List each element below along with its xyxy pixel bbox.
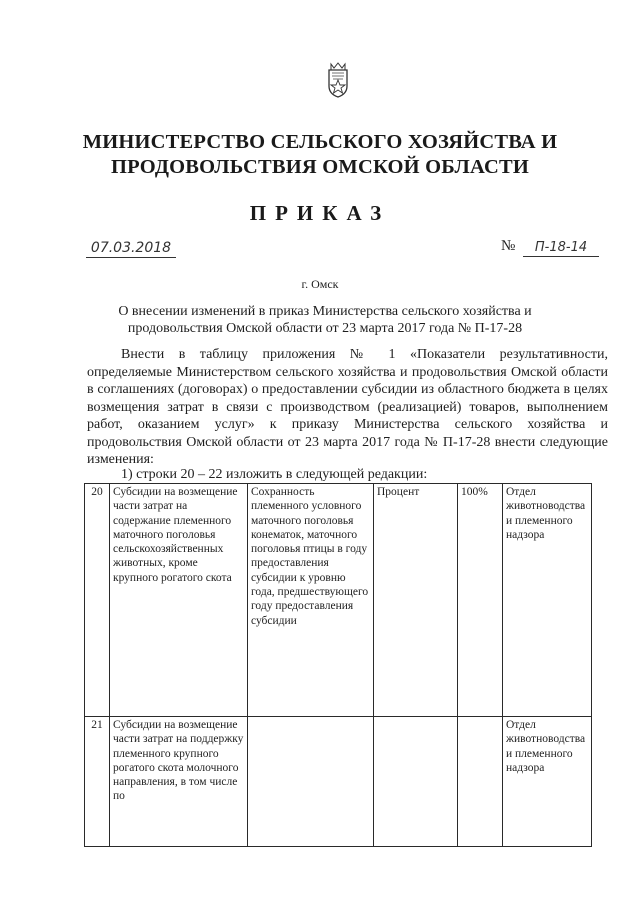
table-row	[85, 484, 592, 717]
body-text	[87, 346, 608, 469]
subsidy-cell: Субсидии на возмещение части затрат на поддержку племенного крупного рогатого скота молочного направления, в том числе по	[110, 717, 248, 847]
ministry-name	[60, 130, 580, 180]
document-type-title: ПРИКАЗ	[249, 201, 391, 225]
row-number: 20	[85, 484, 110, 717]
body-paragraph: Внести в таблицу приложения № 1 «Показатели результативности, определяемые Министерством сельского хозяйства и продовольствия Омской области в соглашениях (договорах) о предоставлении субсидии из областного бюджета в целях возмещения затрат в связи с производством (реализацией) товаров, выполнением работ, оказанием услуг» к приказу Министерства сельского хозяйства и продовольствия Омской области от 23 марта 2017 года № П-17-28 внести следующие изменения:	[87, 347, 608, 467]
order-number-block	[501, 238, 611, 258]
order-number: П-18-14	[523, 239, 599, 257]
value-cell: 100%	[458, 484, 503, 717]
subsidy-cell: Субсидии на возмещение части затрат на содержание племенного маточного поголовья сельскохозяйственных животных, кроме крупного рогатого скота	[110, 484, 248, 717]
department-cell: Отдел животноводства и племенного надзора	[503, 484, 592, 717]
order-date: 07.03.2018	[86, 239, 176, 258]
ministry-name-line1: МИНИСТЕРСТВО СЕЛЬСКОГО ХОЗЯЙСТВА И	[82, 131, 558, 153]
city-label: г. Омск	[301, 277, 339, 291]
unit-cell: Процент	[374, 484, 458, 717]
row-number: 21	[85, 717, 110, 847]
subject-line1: О внесении изменений в приказ Министерства сельского хозяйства и	[118, 304, 532, 319]
value-cell	[458, 717, 503, 847]
indicator-cell	[248, 717, 374, 847]
table-row	[85, 717, 592, 847]
list-item-1: 1) строки 20 – 22 изложить в следующей редакции:	[121, 467, 428, 482]
subject-line2: продовольствия Омской области от 23 марта 2017 года № П-17-28	[127, 321, 523, 336]
unit-cell	[374, 717, 458, 847]
amendment-table	[84, 483, 592, 847]
number-sign: №	[501, 238, 516, 254]
coat-of-arms-icon	[327, 62, 349, 98]
department-cell: Отдел животноводства и племенного надзора	[503, 717, 592, 847]
ministry-name-line2: ПРОДОВОЛЬСТВИЯ ОМСКОЙ ОБЛАСТИ	[110, 156, 529, 178]
order-subject	[100, 303, 550, 337]
indicator-cell: Сохранность племенного условного маточного поголовья конематок, маточного поголовья птицы в году предоставления субсидии к уровню года, предшествующего году предоставления субсидии	[248, 484, 374, 717]
